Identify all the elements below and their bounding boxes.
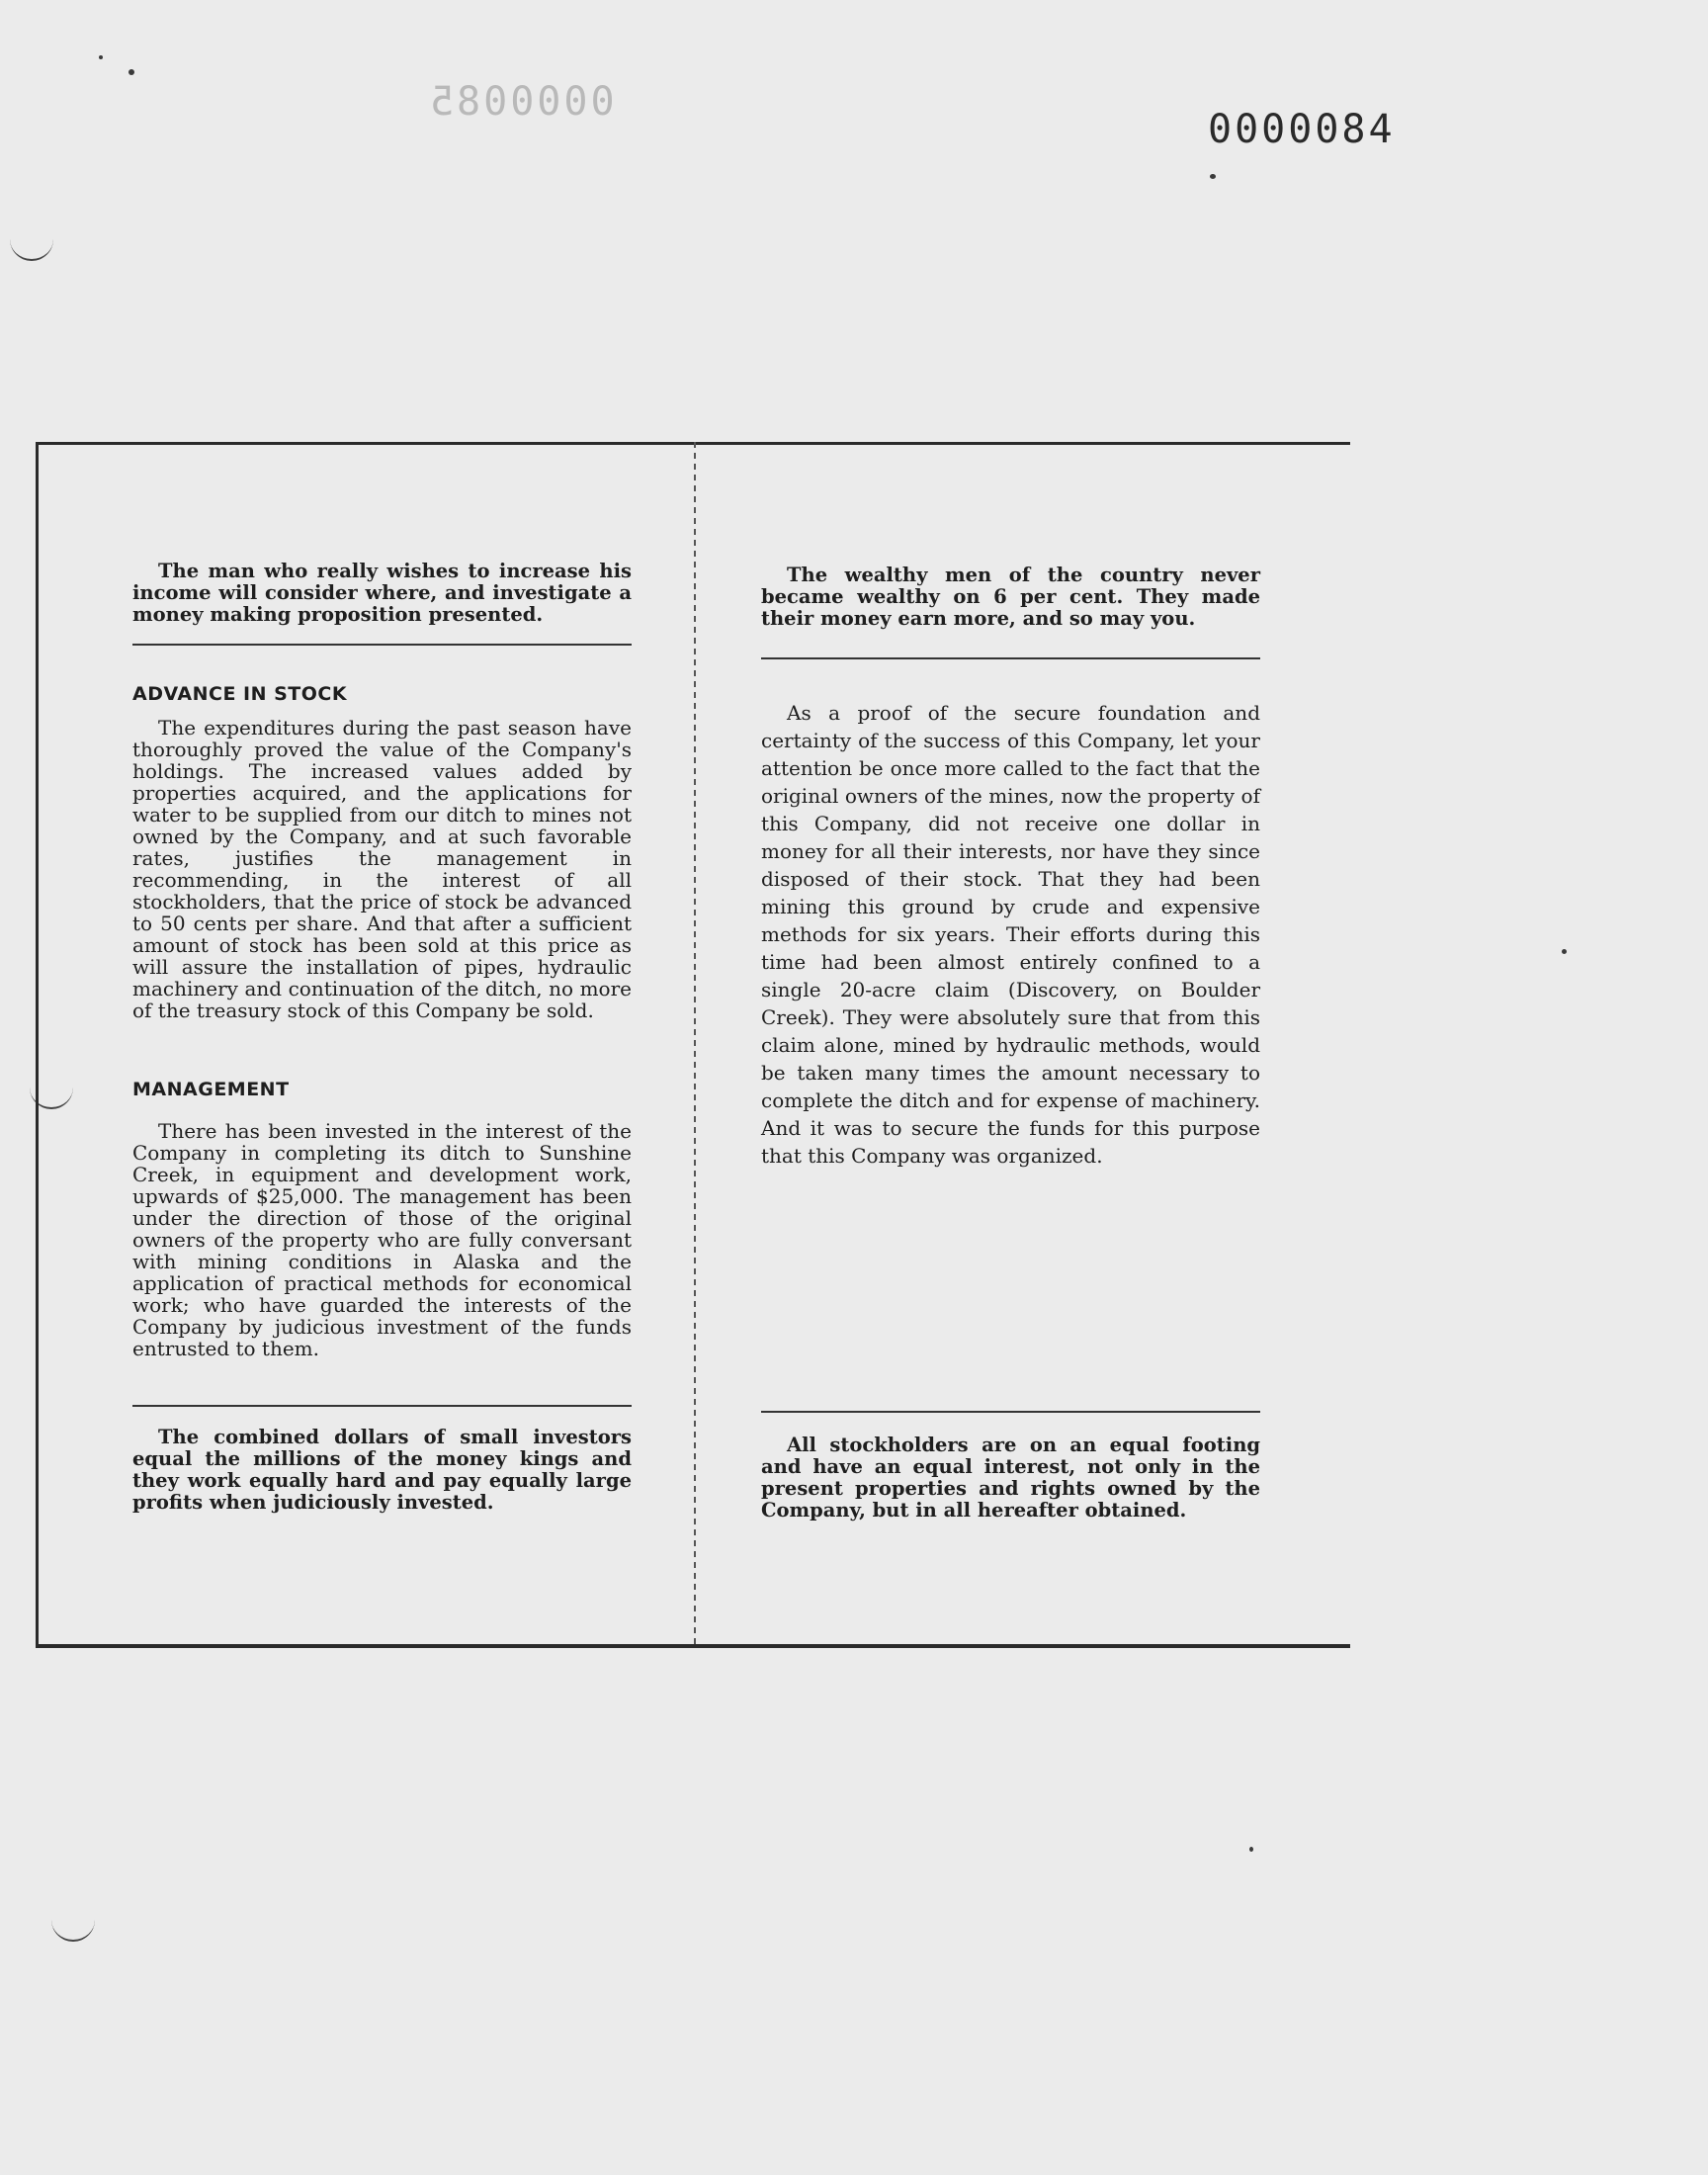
center-fold [694, 442, 696, 1648]
bottom-border [36, 1644, 1350, 1648]
punch-hole-mark [51, 1918, 95, 1942]
punch-hole-mark [10, 237, 53, 261]
left-bottom-quote: The combined dollars of small investors equal the millions of the money kings and they work equally hard and pay equally large profits when judiciously invested. [132, 1426, 632, 1514]
ink-speck [99, 55, 103, 59]
ink-speck [128, 69, 134, 75]
management-heading: MANAGEMENT [132, 1079, 290, 1100]
bleed-through-page-number: 0000085 [427, 79, 615, 125]
booklet-spread [36, 442, 1350, 1648]
ink-speck [1562, 949, 1567, 954]
ink-speck [1210, 174, 1216, 179]
right-bottom-quote: All stockholders are on an equal footing and have an equal interest, not only in the present properties and rights owned by the Company, but in all hereafter obtained. [761, 1434, 1260, 1522]
management-text: There has been invested in the interest of the Company in completing its ditch to Sunshine Creek, in equipment and development work, upwards of $25,000. The management has been under the direction of those of the original owners of the property who are fully conversant with mining conditions in Alaska and the application of practical methods for economical work; who have guarded the interests of the Company by judicious investment of the funds entrusted to them. [132, 1119, 632, 1360]
divider [132, 1405, 632, 1407]
advance-in-stock-heading: ADVANCE IN STOCK [132, 683, 348, 705]
top-border [36, 442, 1350, 445]
divider [132, 644, 632, 646]
divider [761, 1411, 1260, 1413]
left-top-quote: The man who really wishes to increase his income will consider where, and investigate a money making proposition presented. [132, 560, 632, 626]
right-top-quote: The wealthy men of the country never became wealthy on 6 per cent. They made their money earn more, and so may you. [761, 564, 1260, 630]
divider [761, 657, 1260, 659]
left-border [36, 442, 39, 1648]
ink-speck [1249, 1847, 1253, 1852]
advance-in-stock-text: The expenditures during the past season have thoroughly proved the value of the Company's holdings. The increased values added by properties acquired, and the applications for water to be supplied from our ditch to mines not owned by the Company, and at such favorable rates, justifies the management in recommending, in the interest of all stockholders, that the price of stock be advanced to 50 cents per share. And that after a sufficient amount of stock has been sold at this price as will assure the installation of pipes, hydraulic machinery and continuation of the ditch, no more of the treasury stock of this Company be sold. [132, 716, 632, 1022]
page-number: 0000084 [1208, 107, 1396, 152]
proof-text: As a proof of the secure foundation and certainty of the success of this Company, let your attention be once more called to the fact that the original owners of the mines, now the property of this Company, did not receive one dollar in money for all their interests, nor have they since disposed of their stock. That they had been mining this ground by crude and expensive methods for six years. Their efforts during this time had been almost entirely confined to a single 20-acre claim (Discovery, on Boulder Creek). They were absolutely sure that from this claim alone, mined by hydraulic methods, would be taken many times the amount necessary to complete the ditch and for expense of machinery. And it was to secure the funds for this purpose that this Company was organized. [761, 701, 1260, 1168]
